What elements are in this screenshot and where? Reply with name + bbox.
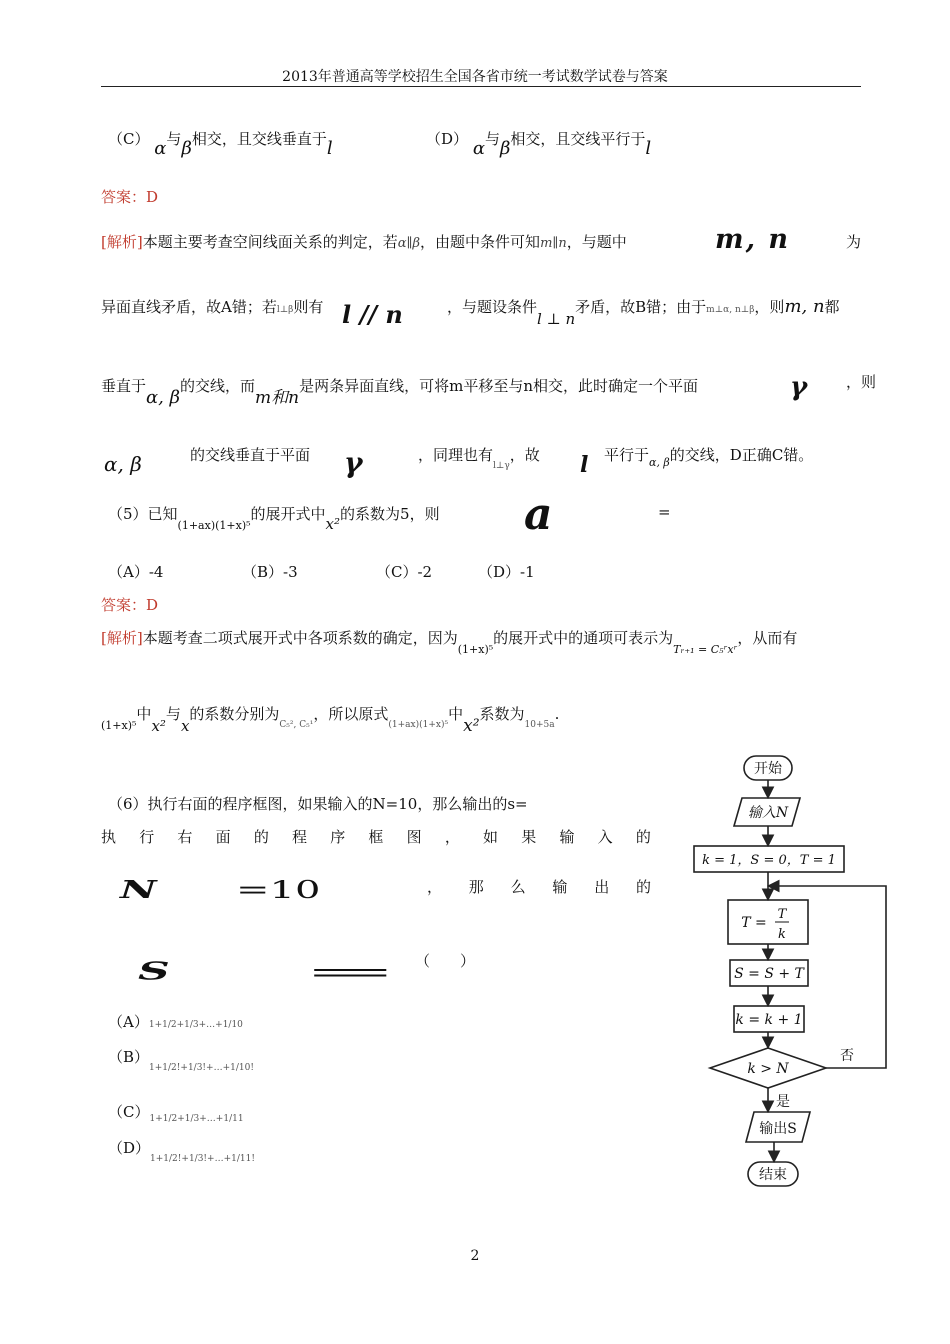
flowchart-t-lhs: T = (741, 915, 767, 931)
q5-equals: = (658, 503, 671, 521)
flowchart-no-label: 否 (840, 1048, 854, 1064)
q5-analysis-line2: $_{(1+x)^5}$中x²与x的系数分别为$_{C_5^2, C_5^1}$，所以原式$_{(1+ax)(1+x)^5}$中x²系数为$_{10+5a}$. (101, 705, 560, 736)
q5-option-d: （D）-1 (478, 563, 535, 581)
q5-option-b: （B）-3 (242, 563, 298, 581)
q4-analysis-line3: 垂直于α, β的交线，而m和n是两条异面直线，可将m平移至与n相交，此时确定一个平面 (101, 377, 699, 408)
q4-analysis-line4-b: ，同理也有$_{l\perp\gamma}$，故 (418, 446, 540, 471)
flowchart (680, 740, 910, 1210)
q4-analysis-line2: 异面直线矛盾，故A错；若l⊥β则有 (101, 298, 324, 316)
flowchart-cond-label: k > N (747, 1061, 789, 1077)
q5-formula-a-large: a (524, 489, 553, 540)
q6-spaced-line2: ， 那 么 输 出 的 (427, 878, 651, 896)
header-rule (101, 86, 861, 87)
flowchart-t-denominator: k (778, 927, 786, 942)
q4-formula-gamma-large-2: γ (344, 446, 363, 479)
q4-analysis-line1: [解析]本题主要考查空间线面关系的判定，若α∥β，由题中条件可知m∥n，与题中 (101, 233, 627, 251)
q5-option-a: （A）-4 (108, 563, 164, 581)
q5-analysis-line1: [解析]本题考查二项式展开式中各项系数的确定，因为$_{(1+x)^5}$的展开式中的通项可表示为$_{Tᵣ_{+1} = C_5ʳxʳ}$，从而有 (101, 629, 798, 656)
q6-option-b: $(B)_{1+1/2!+1/3!+\dots+1/10!}$ (108, 1048, 254, 1073)
q6-answer-blank: （ ） (415, 952, 476, 970)
q6-stem: （6）执行右面的程序框图，如果输入的N=10，那么输出的s= (108, 795, 528, 813)
q6-formula-eq-large: = (302, 956, 399, 988)
flowchart-end-label: 结束 (759, 1167, 787, 1183)
q4-analysis-line3-end: ，则 (846, 373, 877, 391)
q4-analysis-line4-c: 平行于$_{\alpha, \beta}$的交线，D正确C错。 (604, 446, 814, 469)
q4-analysis-line4-a: 的交线垂直于平面 (190, 446, 311, 464)
q4-formula-alpha-beta: α, β (104, 452, 142, 476)
q4-analysis-line2-b: ，与题设条件l ⊥ n矛盾，故B错；由于m⊥α, n⊥β，则m, n都 (447, 296, 840, 328)
flowchart-input-label: 输入N (747, 805, 789, 821)
q6-spaced-line: 执 行 右 面 的 程 序 框 图 ， 如 果 输 入 的 (101, 828, 651, 846)
flowchart-yes-label: 是 (776, 1094, 790, 1110)
flowchart-init-label: k = 1，S = 0，T = 1 (702, 853, 836, 868)
q5-stem: （5）已知$_{(1+ax)(1+x)^5}$的展开式中x²的系数为5，则 (108, 505, 440, 533)
q6-formula-eq10-large: =10 (236, 876, 321, 904)
q5-option-c: （C）-2 (376, 563, 433, 581)
q6-option-a: （A）1+1/2+1/3+…+1/10 (108, 1013, 243, 1031)
flowchart-k-label: k = k + 1 (735, 1012, 803, 1028)
q4-formula-l: l (580, 452, 589, 478)
flowchart-output-label: 输出S (759, 1121, 797, 1137)
flowchart-s-label: S = S + T (734, 966, 804, 982)
q4-formula-l-parallel-n: l // n (342, 300, 403, 329)
q4-formula-gamma-large: γ (790, 372, 808, 402)
q4-analysis-line1-end: 为 (846, 233, 862, 251)
q4-answer: 答案：D (101, 188, 159, 206)
q6-option-d: $(D)_{1+1/2!+1/3!+\dots+1/11!}$ (108, 1139, 255, 1164)
flowchart-t-update-node (728, 900, 808, 944)
q4-option-c: （C） α与β相交，且交线垂直于l (108, 130, 333, 159)
q4-option-d: （D） α与β相交，且交线平行于l (426, 130, 652, 159)
flowchart-t-numerator: T (777, 907, 787, 922)
q6-option-c: $(C)_{1+1/2+1/3+\dots+1/11}$ (108, 1103, 244, 1124)
q4-formula-mn-large: m, n (715, 224, 790, 255)
page-number: 2 (470, 1248, 480, 1264)
q6-formula-n-large: N (120, 875, 157, 904)
document-header: 2013年普通高等学校招生全国各省市统一考试数学试卷与答案 (282, 69, 668, 85)
q6-formula-s-large: S (138, 957, 170, 986)
q5-answer: 答案：D (101, 596, 159, 614)
flowchart-start-label: 开始 (754, 761, 782, 777)
